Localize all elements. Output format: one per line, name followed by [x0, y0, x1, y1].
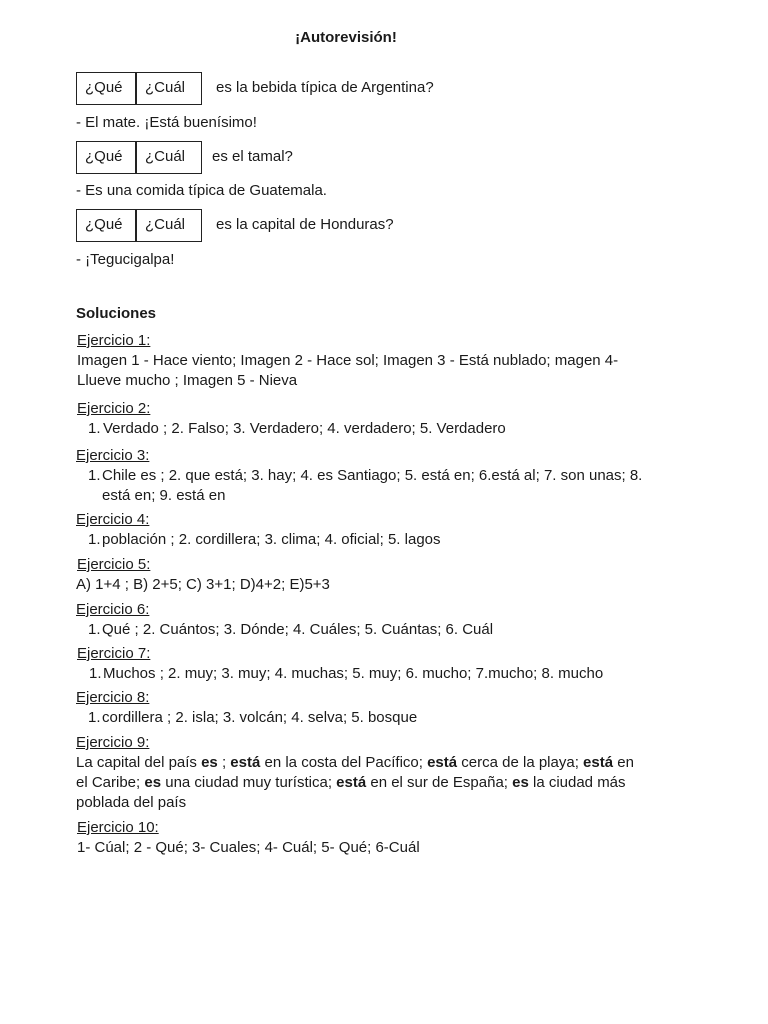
question-text: es la capital de Honduras?	[216, 216, 394, 233]
exercise-5-heading: Ejercicio 5:	[77, 556, 151, 573]
exercise-6-line: Qué ; 2. Cuántos; 3. Dónde; 4. Cuáles; 5. Cuántas; 6. Cuál	[102, 621, 494, 638]
exercise-9-line	[76, 773, 626, 793]
exercise-9-heading: Ejercicio 9:	[76, 734, 150, 751]
option-que-button[interactable]: ¿Qué	[76, 72, 136, 105]
quiz-row-3	[76, 208, 394, 242]
answer-text: - El mate. ¡Está buenísimo!	[76, 114, 257, 131]
option-que-button[interactable]: ¿Qué	[76, 209, 136, 242]
exercise-3-line: está en; 9. está en	[102, 487, 226, 504]
exercise-8-line: cordillera ; 2. isla; 3. volcán; 4. selva; 5. bosque	[102, 709, 418, 726]
exercise-10-heading: Ejercicio 10:	[77, 819, 159, 836]
list-number: 1.	[88, 420, 101, 437]
exercise-1-line: Llueve mucho ; Imagen 5 - Nieva	[77, 372, 298, 389]
page-title: ¡Autorevisión!	[295, 29, 397, 46]
option-cual-button[interactable]: ¿Cuál	[136, 72, 202, 105]
question-text: es el tamal?	[212, 148, 293, 165]
bold-word: está	[583, 754, 614, 771]
exercise-2-line: Verdado ; 2. Falso; 3. Verdadero; 4. verdadero; 5. Verdadero	[103, 420, 506, 437]
exercise-8-heading: Ejercicio 8:	[76, 689, 150, 706]
option-cual-button[interactable]: ¿Cuál	[136, 141, 202, 174]
quiz-row-1	[76, 71, 434, 105]
text-run: en el sur de España;	[366, 774, 513, 791]
bold-word: es	[201, 754, 218, 771]
exercise-9-line: poblada del país	[76, 794, 187, 811]
exercise-5-line: A) 1+4 ; B) 2+5; C) 3+1; D)4+2; E)5+3	[76, 576, 330, 593]
exercise-1-heading: Ejercicio 1:	[77, 332, 151, 349]
text-run: La capital del país	[76, 754, 202, 771]
text-run: una ciudad muy turística;	[161, 774, 337, 791]
exercise-3-heading: Ejercicio 3:	[76, 447, 150, 464]
text-run: en	[613, 754, 634, 771]
bold-word: es	[144, 774, 162, 791]
option-cual-button[interactable]: ¿Cuál	[136, 209, 202, 242]
answer-text: - ¡Tegucigalpa!	[76, 251, 175, 268]
list-number: 1.	[88, 621, 101, 638]
exercise-4-heading: Ejercicio 4:	[76, 511, 150, 528]
text-run: cerca de la playa;	[457, 754, 584, 771]
list-number: 1.	[89, 665, 102, 682]
text-run: ;	[217, 754, 231, 771]
exercise-7-heading: Ejercicio 7:	[77, 645, 151, 662]
exercise-1-line: Imagen 1 - Hace viento; Imagen 2 - Hace sol; Imagen 3 - Está nublado; magen 4-	[77, 352, 619, 369]
list-number: 1.	[88, 709, 101, 726]
bold-word: es	[512, 774, 529, 791]
quiz-row-2	[76, 140, 293, 174]
list-number: 1.	[88, 467, 101, 484]
exercise-9-line	[76, 753, 634, 773]
question-text: es la bebida típica de Argentina?	[216, 79, 434, 96]
exercise-7-line: Muchos ; 2. muy; 3. muy; 4. muchas; 5. muy; 6. mucho; 7.mucho; 8. mucho	[103, 665, 604, 682]
exercise-2-heading: Ejercicio 2:	[77, 400, 151, 417]
exercise-6-heading: Ejercicio 6:	[76, 601, 150, 618]
bold-word: está	[336, 774, 367, 791]
option-que-button[interactable]: ¿Qué	[76, 141, 136, 174]
text-run: en la costa del Pacífico;	[260, 754, 428, 771]
exercise-10-line: 1- Cúal; 2 - Qué; 3- Cuales; 4- Cuál; 5- Qué; 6-Cuál	[77, 839, 420, 856]
text-run: el Caribe;	[76, 774, 145, 791]
exercise-3-line: Chile es ; 2. que está; 3. hay; 4. es Santiago; 5. está en; 6.está al; 7. son unas; 8.	[102, 467, 643, 484]
answer-text: - Es una comida típica de Guatemala.	[76, 182, 327, 199]
bold-word: está	[427, 754, 458, 771]
bold-word: está	[230, 754, 261, 771]
text-run: la ciudad más	[528, 774, 626, 791]
solutions-heading: Soluciones	[76, 305, 157, 322]
list-number: 1.	[88, 531, 101, 548]
exercise-4-line: población ; 2. cordillera; 3. clima; 4. oficial; 5. lagos	[102, 531, 441, 548]
